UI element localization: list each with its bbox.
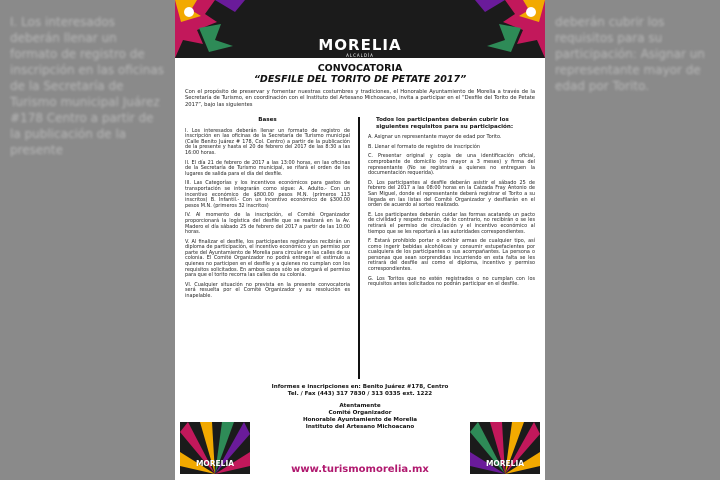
blurred-background-left	[0, 0, 175, 480]
info-line: Informes e inscripciones en: Benito Juárez #178, Centro	[271, 384, 449, 390]
column-divider	[358, 117, 360, 379]
requisitos-column	[368, 117, 535, 292]
logo-subtext: ALCALDÍA	[346, 53, 374, 58]
requisito-item: B. Llenar el formato de registro de inscripción	[368, 143, 480, 150]
bases-item: VI. Cualquier situación no prevista en la presente convocatoria será resuelta por el Comité Organizador y su resolución es inapelable.	[185, 281, 350, 300]
bases-item: IV. Al momento de la inscripción, el Comité Organizador proporcionará la logística del desfile que se realizará en la Av. Madero el día sábado 25 de febrero del 2017 a partir de las 10:00 horas.	[185, 212, 350, 236]
bases-heading: Bases	[258, 117, 277, 123]
bases-item: II. El día 21 de febrero de 2017 a las 13:00 horas, en las oficinas de la Secretaría de Turismo municipal, se rifará el orden de los lugares de salida para el día del desfile.	[185, 159, 350, 177]
phone-line: Tel. / Fax (443) 317 7830 / 313 0335 ext. 1222	[287, 391, 433, 397]
comite-label: Comité Organizador	[328, 410, 392, 416]
page-title: CONVOCATORIA	[317, 63, 403, 74]
atentamente-label: Atentamente	[339, 403, 381, 409]
requisito-item: G. Los Toritos que no estén registrados o no cumplan con los requisitos antes solicitados no podrán participar en el desfile.	[368, 275, 535, 288]
morelia-logo	[175, 36, 545, 58]
bases-item: III. Las Categorías y los incentivos económicos para gastos de transportación se integrarán como sigue: A. Adulto.- Con un incentivo económico de $800.00 pesos M.N. (primeros 113 inscritos) B. Infantil.- Con un incentivo económico de $300.00 pesos M.N. (primeros 32 inscritos)	[185, 180, 350, 209]
requisito-item: C. Presentar original y copia de una identificación oficial, comprobante de domicilio (no mayor a 3 meses) y firma del representante (No se registrará a quienes no entreguen la documentación requerida).	[368, 153, 535, 177]
bases-item: I. Los interesados deberán llenar un formato de registro de inscripción en las oficinas de la Secretaría de Turismo municipal (Calle Benito Juárez # 178, Col. Centro) a partir de la publicación de la presente y hasta el 20 de febrero del 2017 de las 8:30 a las 16:00 horas.	[185, 127, 350, 156]
ayuntamiento-label: Honorable Ayuntamiento de Morelia	[302, 417, 418, 423]
event-title: “DESFILE DEL TORITO DE PETATE 2017”	[253, 74, 467, 85]
header-banner	[175, 0, 545, 58]
morelia-logo-bottom-left	[180, 422, 250, 474]
requisito-item: E. Los participantes deberán cuidar las formas acatando un pacto de civilidad y respeto mutuo, de lo contrario, no recibirán o se les retirará el permiso de circulación y el incentivo económico al tiempo que se les reportará a las autoridades correspondientes.	[368, 211, 535, 235]
convocatoria-poster	[175, 0, 545, 480]
logo-text: MORELIA	[318, 36, 402, 54]
requisito-item: A. Asignar un representante mayor de edad por Torito.	[368, 134, 502, 141]
morelia-logo-bottom-right	[470, 422, 540, 474]
logo-text: MORELIA	[195, 459, 235, 468]
requisitos-heading: Todos los participantes deberán cubrir los siguientes requisitos para su participación:	[376, 117, 514, 130]
bases-item: V. Al finalizar el desfile, los participantes registrados recibirán un diploma de participación, el incentivo económico y un permiso por parte del Ayuntamiento de Morelia para circular en las calles de su colonia. El Comité Organizador no podrá entregar el estímulo a quienes no participen en el desfile y a quienes no cumplan con los requisitos solicitados. En ambos casos sólo se otorgará el permiso para que el torito recorra las calles de su colonia.	[185, 238, 350, 279]
logo-text: MORELIA	[485, 459, 525, 468]
blurred-background-text: I. Los interesados deberán llenar un formato de registro de inscripción en las oficinas de la Secretaría de Turismo municipal Juárez #178 Centro a partir de la publicación de la presente	[10, 15, 164, 157]
website-link[interactable]: www.turismomorelia.mx	[291, 464, 429, 475]
requisito-item: D. Los participantes al desfile deberán asistir el sábado 25 de febrero del 2017 a las 08:00 horas en la Calzada Fray Antonio de San Miguel, donde el representante deberá registrar el Torito a su llegada en las listas del Comité Organizador y desfilarán en el orden de acuerdo al sorteo realizado.	[368, 179, 535, 209]
blurred-background-text: deberán cubrir los requisitos para su participación: Asignar un representante mayor de edad por Torito.	[555, 15, 705, 93]
intro-paragraph: Con el propósito de preservar y fomentar nuestras costumbres y tradiciones, el Honorable Ayuntamiento de Morelia a través de la Secretaría de Turismo, en coordinación con el Instituto del Artesano Michoacano, invita a participar en el “Desfile del Torito de Petate 2017”, bajo las siguientes	[185, 89, 535, 108]
blurred-background-right	[545, 0, 720, 480]
content-columns	[185, 117, 535, 379]
instituto-label: Instituto del Artesano Michoacano	[305, 424, 415, 430]
requisito-item: F. Estará prohibido portar o exhibir armas de cualquier tipo, así como ingerir bebidas alcohólicas y consumir estupefacientes por cualquiera de los participantes o sus acompañantes. La persona o personas que sean sorprendidas incurriendo en esta falta se les retirará del desfile así como el diploma, incentivo y permiso correspondientes.	[368, 238, 535, 273]
bases-column	[185, 117, 350, 304]
